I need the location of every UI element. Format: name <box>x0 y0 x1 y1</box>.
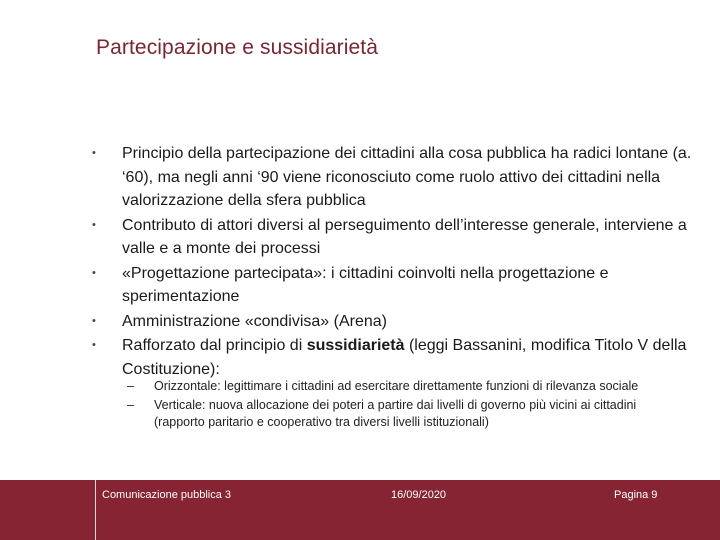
bullet-list <box>92 142 692 382</box>
bullet-text: Amministrazione «condivisa» (Arena) <box>122 312 387 330</box>
footer-course: Comunicazione pubblica 3 <box>102 489 232 501</box>
dash-marker: – <box>127 379 134 393</box>
bullet-item <box>92 142 692 213</box>
dash-marker: – <box>127 398 134 412</box>
bullet-text: Principio della partecipazione dei cittadini alla cosa pubblica ha radici lontane (a. ‘60), ma negli anni ‘90 viene riconosciuto come ruolo attivo dei cittadini nella valorizzazione della sfera pubblica <box>122 145 692 209</box>
bullet-text: «Progettazione partecipata»: i cittadini coinvolti nella progettazione e sperimentazione <box>122 264 609 305</box>
subbullet-item <box>127 378 687 395</box>
subbullet-text: Orizzontale: legittimare i cittadini ad esercitare direttamente funzioni di rilevanza sociale <box>154 379 639 393</box>
bullet-text-pre: Rafforzato dal principio di <box>122 337 307 354</box>
bullet-marker: • <box>92 266 96 279</box>
bullet-item <box>92 214 692 261</box>
bullet-item <box>92 262 692 309</box>
footer-bar <box>0 480 720 540</box>
bullet-text-bold: sussidiarietà <box>306 337 405 354</box>
bullet-marker: • <box>92 147 96 159</box>
bullet-marker: • <box>92 339 96 351</box>
bullet-text-post: (leggi Bassanini, modifica Titolo V della Costituzione): <box>122 337 687 378</box>
bullet-marker: • <box>92 218 96 231</box>
footer-page-number: Pagina 9 <box>614 489 658 501</box>
bullet-marker: • <box>92 314 96 327</box>
subbullet-text: Verticale: nuova allocazione dei poteri a partire dai livelli di governo più vicini ai cittadini (rapporto paritario e cooperativo tra diversi livelli istituzionali) <box>154 398 637 429</box>
footer-divider <box>95 480 96 540</box>
footer-date: 16/09/2020 <box>391 489 447 501</box>
slide-title: Partecipazione e sussidiarietà <box>96 36 378 59</box>
bullet-item <box>92 334 692 381</box>
subbullet-list <box>127 378 687 433</box>
subbullet-item <box>127 397 687 431</box>
bullet-text: Contributo di attori diversi al perseguimento dell’interesse generale, interviene a valle e a monte dei processi <box>122 216 687 257</box>
bullet-item <box>92 310 692 334</box>
